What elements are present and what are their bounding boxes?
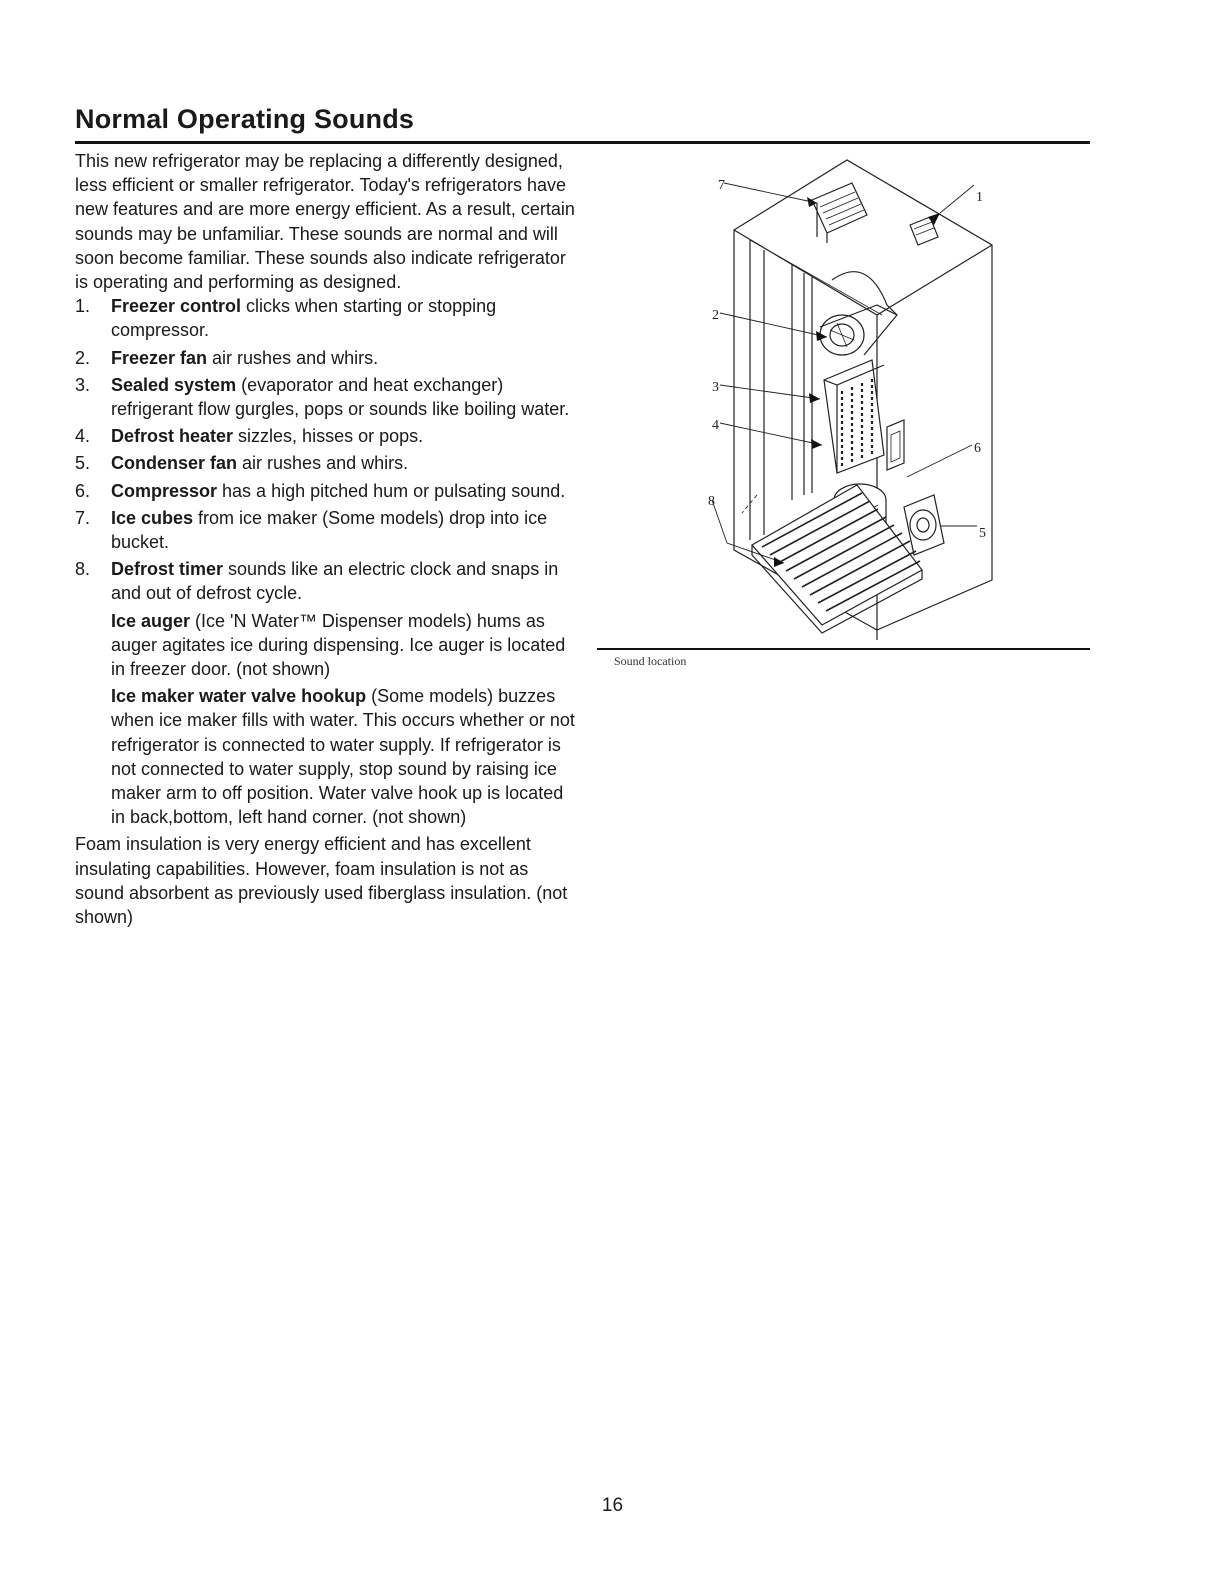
closing-paragraph: Foam insulation is very energy efficient and has excellent insulating capabilities. However, foam insulation is not as sound absorbent as previously used fiberglass insulation. (not shown) — [75, 834, 568, 928]
list-item-extra — [75, 684, 575, 829]
list-item — [75, 424, 575, 448]
item-number: 1. — [75, 296, 91, 317]
figure-caption: Sound location — [614, 654, 687, 668]
item-number: 4. — [75, 426, 91, 447]
item-term: Ice cubes — [111, 507, 194, 528]
item-term: Defrost heater — [111, 426, 234, 447]
diagram-label: 5 — [979, 526, 986, 541]
item-text: air rushes and whirs. — [237, 453, 409, 474]
item-number: 8. — [75, 559, 91, 580]
item-text: air rushes and whirs. — [207, 347, 379, 368]
item-term: Compressor — [111, 480, 218, 501]
item-text: from ice maker (Some models) drop into ice bucket. — [111, 507, 548, 553]
item-text: (Ice 'N Water™ Dispenser models) hums as auger agitates ice during dispensing. Ice auger is located in freezer door. (not shown) — [111, 610, 566, 680]
refrigerator-diagram — [692, 155, 1002, 640]
list-item — [75, 557, 575, 605]
item-text: clicks when starting or stopping compressor. — [111, 296, 497, 341]
figure-divider — [597, 648, 1090, 650]
item-term: Ice maker water valve hookup — [111, 686, 367, 707]
item-text: (evaporator and heat exchanger) refrigerant flow gurgles, pops or sounds like boiling water. — [111, 374, 570, 420]
list-item — [75, 373, 575, 421]
list-item — [75, 294, 575, 342]
diagram-label: 4 — [712, 418, 719, 433]
item-number: 2. — [75, 347, 91, 368]
item-number: 6. — [75, 480, 91, 501]
item-term: Defrost timer — [111, 559, 224, 580]
intro-paragraph: This new refrigerator may be replacing a differently designed, less efficient or smaller refrigerator. Today's refrigerators have new features and are more energy efficient. As a result, certain sounds may be unfamiliar. These sounds are normal and will soon become familiar. These sounds also indicate refrigerator is operating and performing as designed. — [75, 151, 575, 293]
item-term: Freezer control — [111, 296, 242, 317]
diagram-label: 7 — [718, 178, 725, 193]
title-divider — [75, 141, 1090, 144]
list-item — [75, 506, 575, 554]
diagram-label: 8 — [708, 494, 715, 509]
item-number: 5. — [75, 453, 91, 474]
page-title: Normal Operating Sounds — [75, 104, 415, 134]
diagram-label: 1 — [976, 190, 983, 205]
item-term: Sealed system — [111, 374, 237, 395]
list-item — [75, 479, 575, 503]
item-text: has a high pitched hum or pulsating sound. — [217, 480, 566, 501]
item-term: Freezer fan — [111, 347, 208, 368]
item-term: Ice auger — [111, 610, 191, 631]
list-item — [75, 346, 575, 370]
item-number: 3. — [75, 374, 91, 395]
item-number: 7. — [75, 507, 91, 528]
item-text: sounds like an electric clock and snaps in and out of defrost cycle. — [111, 559, 559, 604]
diagram-label: 3 — [712, 380, 719, 395]
item-text: sizzles, hisses or pops. — [233, 426, 424, 447]
diagram-label: 6 — [974, 441, 981, 456]
item-text: (Some models) buzzes when ice maker fills with water. This occurs whether or not refrigerator is connected to water supply. If refrigerator is not connected to water supply, stop sound by raising ice maker arm to off position. Water valve hook up is located in back,bottom, left hand corner. (not shown) — [111, 686, 575, 828]
diagram-label: 2 — [712, 308, 719, 323]
list-item — [75, 451, 575, 475]
list-item-extra — [75, 609, 575, 682]
item-term: Condenser fan — [111, 453, 238, 474]
page-number: 16 — [601, 1495, 624, 1516]
sound-list — [75, 294, 575, 829]
text-column — [75, 149, 575, 929]
